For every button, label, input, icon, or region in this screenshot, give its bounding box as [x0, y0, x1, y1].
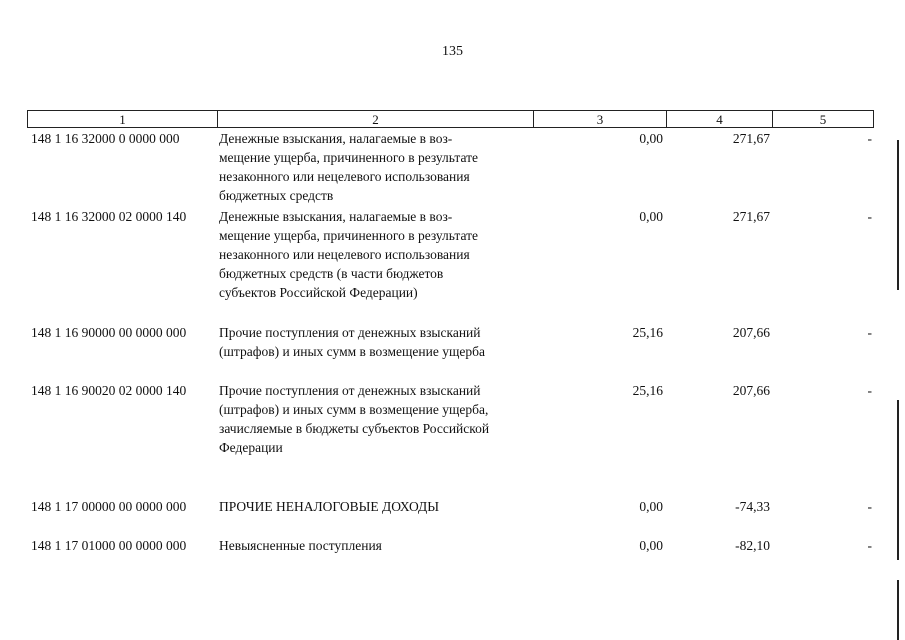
row-name-line: незаконного или нецелевого использования	[219, 247, 470, 262]
row-name-line: Невыясненные поступления	[219, 538, 382, 553]
header-col-1: 1	[28, 111, 218, 127]
row-code: 148 1 16 90000 00 0000 000	[31, 325, 187, 340]
header-col-2: 2	[218, 111, 534, 127]
row-value-col3: 0,00	[639, 538, 663, 553]
row-name	[219, 129, 549, 205]
row-value-col3: 0,00	[639, 499, 663, 514]
scan-edge-line	[897, 580, 899, 640]
row-name	[219, 323, 549, 361]
row-code: 148 1 16 32000 0 0000 000	[31, 131, 180, 146]
row-name-line: субъектов Российской Федерации)	[219, 285, 418, 300]
row-name-line: Денежные взыскания, налагаемые в воз-	[219, 131, 453, 146]
row-value-col5: -	[867, 131, 872, 146]
row-name-line: мещение ущерба, причиненного в результате	[219, 228, 479, 243]
row-value-col3: 25,16	[632, 383, 663, 398]
row-value-col4: 207,66	[732, 325, 770, 340]
row-name	[219, 207, 549, 302]
row-value-col3: 0,00	[639, 131, 663, 146]
row-name-line: зачисляемые в бюджеты субъектов Российской	[219, 421, 490, 436]
page-number: 135	[442, 44, 463, 59]
row-value-col4: 271,67	[732, 131, 770, 146]
row-name-line: Прочие поступления от денежных взысканий	[219, 325, 481, 340]
row-value-col5: -	[867, 209, 872, 224]
row-value-col5: -	[867, 325, 872, 340]
row-value-col3: 0,00	[639, 209, 663, 224]
row-name-line: Прочие поступления от денежных взысканий	[219, 383, 481, 398]
scan-edge-line	[897, 400, 899, 560]
row-value-col3: 25,16	[632, 325, 663, 340]
row-name	[219, 381, 549, 457]
row-name	[219, 497, 549, 516]
row-name-line: незаконного или нецелевого использования	[219, 169, 470, 184]
row-value-col5: -	[867, 538, 872, 553]
row-code: 148 1 17 00000 00 0000 000	[31, 499, 187, 514]
row-name-line: (штрафов) и иных сумм в возмещение ущерба	[219, 344, 485, 359]
row-name-line: Денежные взыскания, налагаемые в воз-	[219, 209, 453, 224]
row-name-line: Федерации	[219, 440, 283, 455]
row-name-line: ПРОЧИЕ НЕНАЛОГОВЫЕ ДОХОДЫ	[219, 499, 440, 514]
header-col-4: 4	[667, 111, 773, 127]
row-code: 148 1 16 90020 02 0000 140	[31, 383, 187, 398]
table-header	[27, 110, 874, 128]
row-name-line: бюджетных средств (в части бюджетов	[219, 266, 444, 281]
row-name-line: (штрафов) и иных сумм в возмещение ущерба,	[219, 402, 489, 417]
row-code: 148 1 16 32000 02 0000 140	[31, 209, 187, 224]
row-value-col4: 207,66	[732, 383, 770, 398]
row-value-col5: -	[867, 499, 872, 514]
row-value-col4: -82,10	[735, 538, 770, 553]
row-code: 148 1 17 01000 00 0000 000	[31, 538, 187, 553]
header-col-5: 5	[819, 112, 827, 127]
row-name-line: бюджетных средств	[219, 188, 334, 203]
scan-edge-line	[897, 140, 899, 290]
header-col-3: 3	[534, 111, 667, 127]
row-name	[219, 536, 549, 555]
row-name-line: мещение ущерба, причиненного в результате	[219, 150, 479, 165]
row-value-col5: -	[867, 383, 872, 398]
row-value-col4: 271,67	[732, 209, 770, 224]
row-value-col4: -74,33	[735, 499, 770, 514]
